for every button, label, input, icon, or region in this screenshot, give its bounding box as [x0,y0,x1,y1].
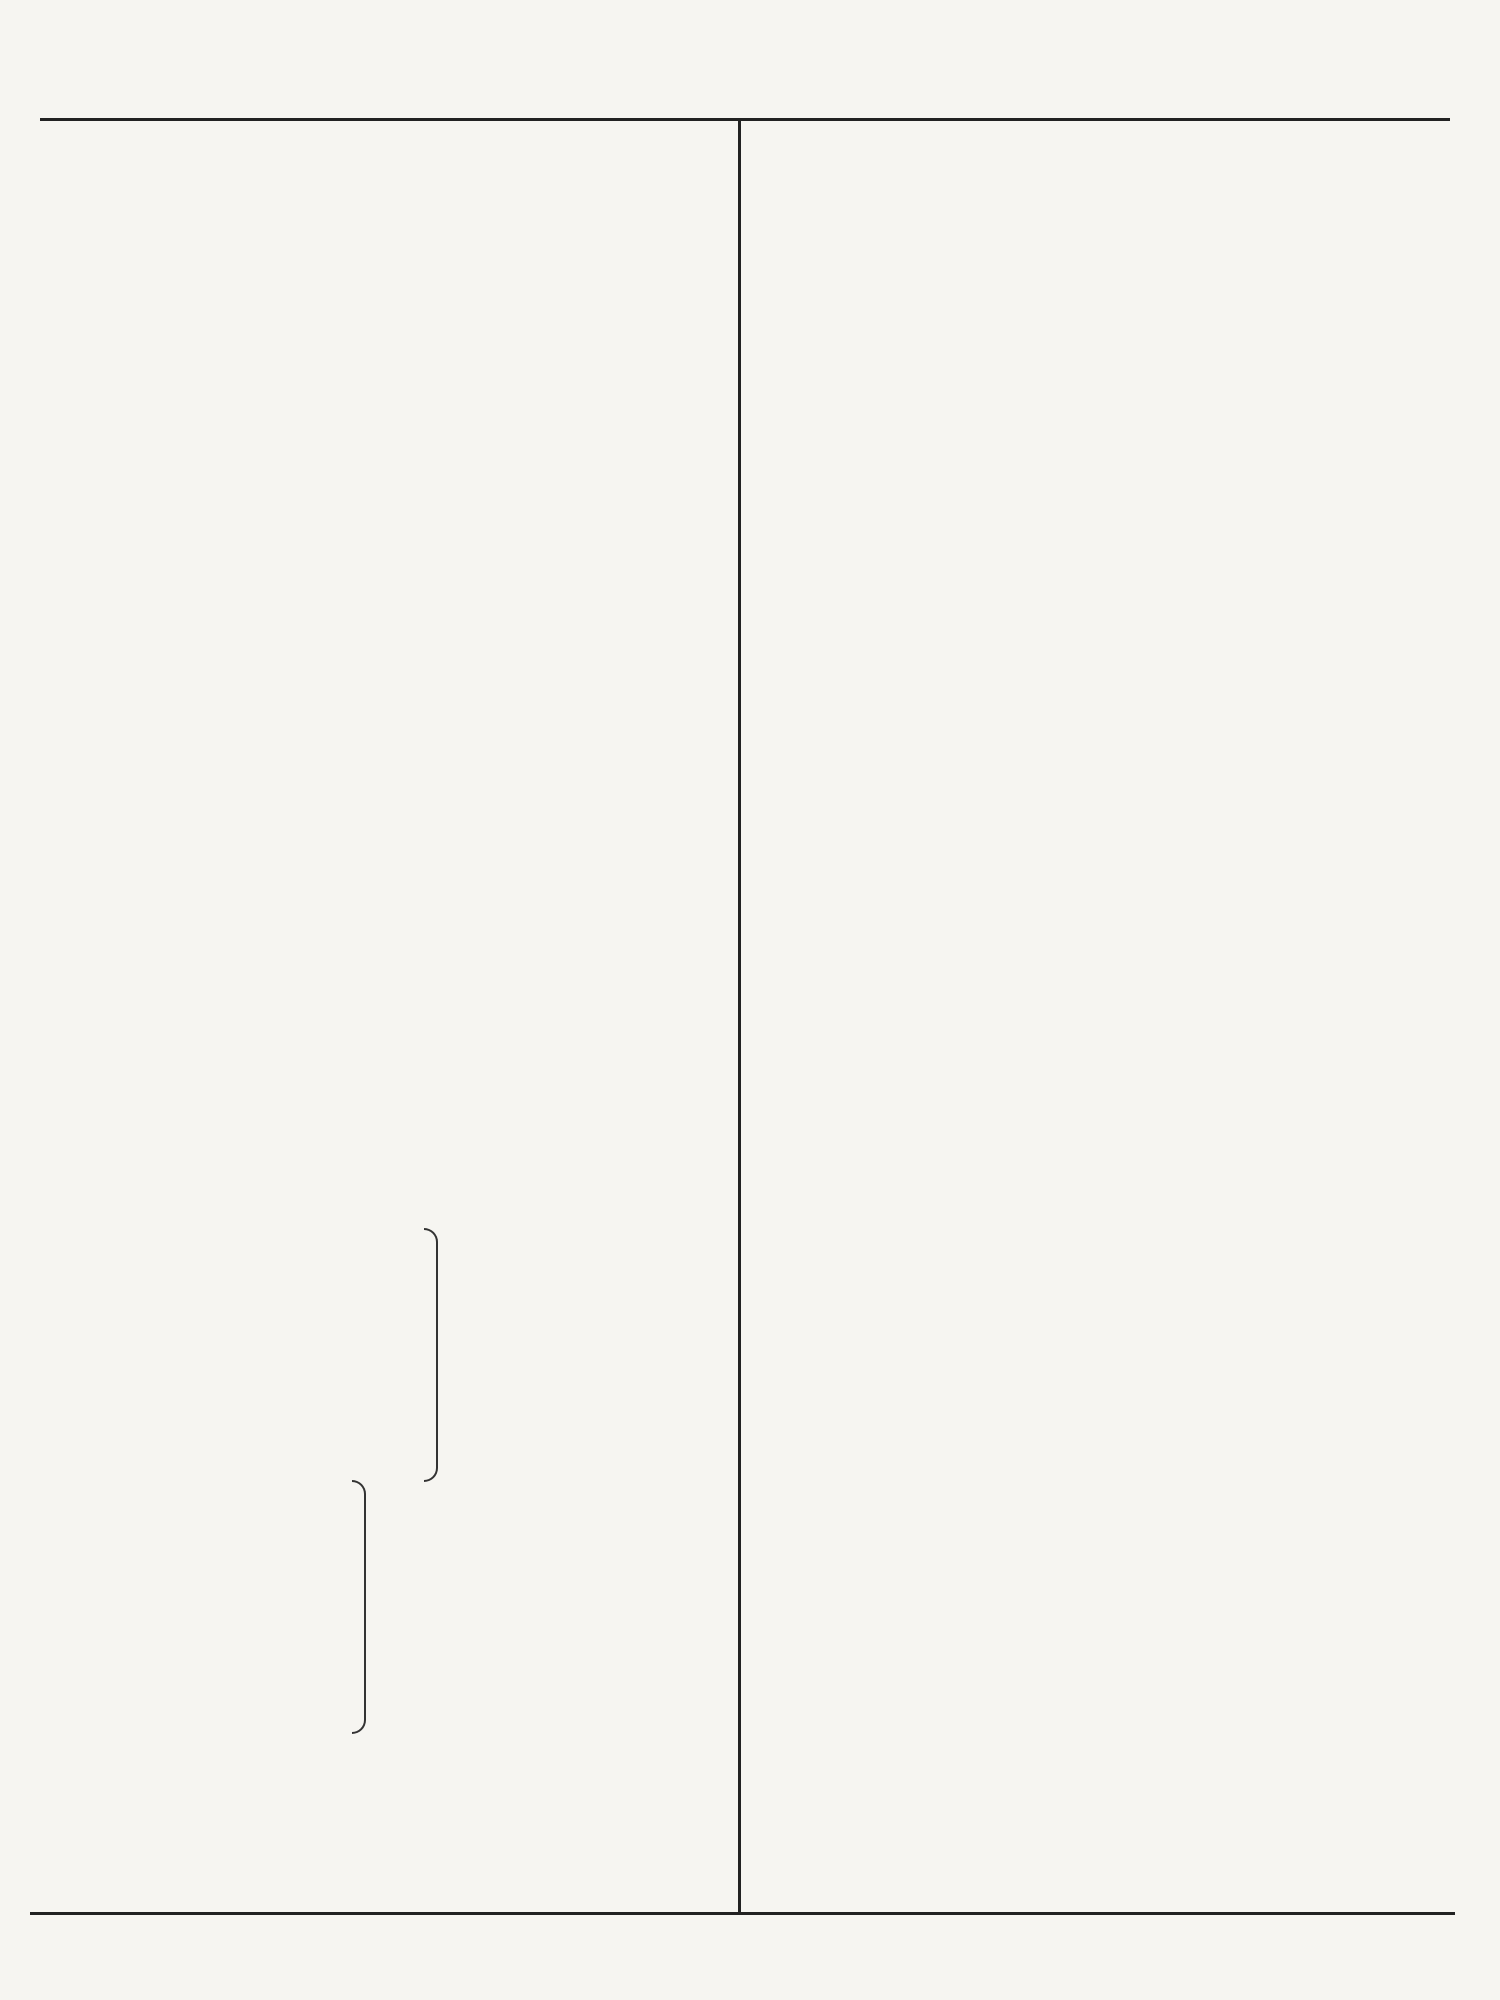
bottom-rule [30,1912,1455,1915]
top-rule [40,118,1450,121]
brace-taggi [424,1228,438,1482]
column-divider [738,120,741,1912]
brace-tah [352,1480,366,1734]
